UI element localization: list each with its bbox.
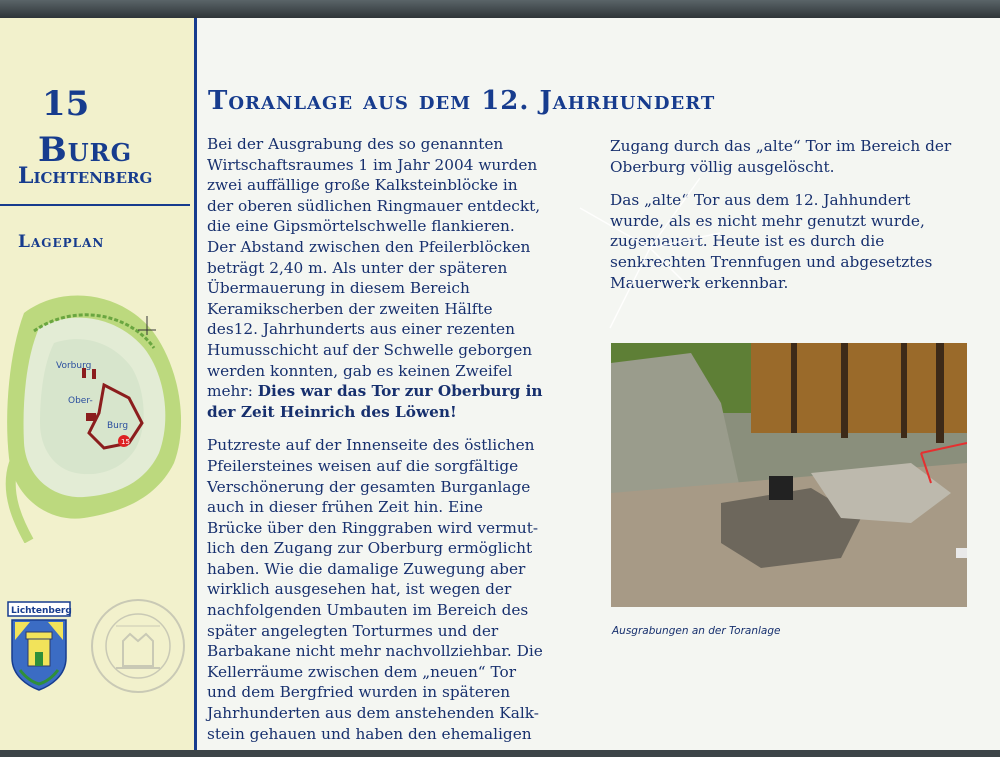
sidebar-divider [0,204,190,206]
excavation-photo [611,343,967,607]
information-board [0,18,1000,750]
paragraph-excavation [207,134,585,422]
paragraph-old-gate: Das „alte“ Tor aus dem 12. Jahhundert wurde, als es nicht mehr genutzt wurde, zugemauert. Heute ist es durch die senkrechten Trennfugen und abgesetztes Mauerwerk erkennbar. [610,191,933,292]
castle-title-line1: Burg [38,130,133,170]
castle-title-line2: Lichtenberg [18,163,153,189]
sidebar-panel [0,18,194,750]
sidebar-border [194,18,197,750]
paragraph-plaster: Putzreste auf der Innenseite des östlichen Pfeilersteines weisen auf die sorgfältige Verschönerung der gesamten Burganlage auch in dieser frühen Zeit hin. Eine Brücke über den Ringgraben wird vermut- lich den Zugang zur Oberburg ermöglicht haben. Wie die damalige Zuwegung aber wirklich ausgesehen hat, ist wegen der nachfolgenden Umbauten im Bereich des später angelegten Torturmes und der Barbakane nicht mehr nachvollziehbar. Die Kellerräume zwischen dem „neuen“ Tor und dem Bergfried wurden in späteren Jahrhunderten aus dem anstehenden Kalk- stein gehauen und haben den ehemaligen [207,436,543,743]
board-title: Toranlage aus dem 12. Jahrhundert [208,86,716,116]
sign-frame-top [0,0,1000,18]
site-plan-map [4,273,190,543]
map-label-oberburg-2: Burg [107,421,129,431]
photo-caption: Ausgrabungen an der Toranlage [612,625,781,637]
buergerstiftung-seal-logo [88,596,188,696]
paragraph-access: Zugang durch das „alte“ Tor im Bereich der Oberburg völlig ausgelöscht. [610,137,952,176]
lichtenberg-crest-logo [6,600,72,692]
paragraph-excavation-text: Bei der Ausgrabung des so genannten Wirtschaftsraumes 1 im Jahr 2004 wurden zwei auffällige große Kalksteinblöcke in der oberen südlichen Ringmauer entdeckt, die eine Gipsmörtelschwelle flankieren. Der Abstand zwischen den Pfeilerblöcken beträgt 2,40 m. Als unter der späteren Übermauerung in diesem Bereich Keramikscherben der zweiten Hälfte des12. Jahrhunderts aus einer rezenten Humusschicht auf der Schwelle geborgen werden konnten, gab es keinen Zweifel mehr: [207,135,541,401]
map-label-vorburg: Vorburg [56,361,92,371]
site-marker-number: 15 [121,438,130,446]
station-number: 15 [42,84,90,124]
crest-text: Lichtenberg [11,606,72,616]
text-column-left [207,134,585,757]
paragraph-excavation-highlight: Dies war das Tor zur Oberburg in der Zeit Heinrich des Löwen! [207,382,543,421]
site-plan-label: Lageplan [18,232,105,252]
map-label-oberburg-1: Ober- [68,396,93,406]
text-column-right [610,136,982,306]
